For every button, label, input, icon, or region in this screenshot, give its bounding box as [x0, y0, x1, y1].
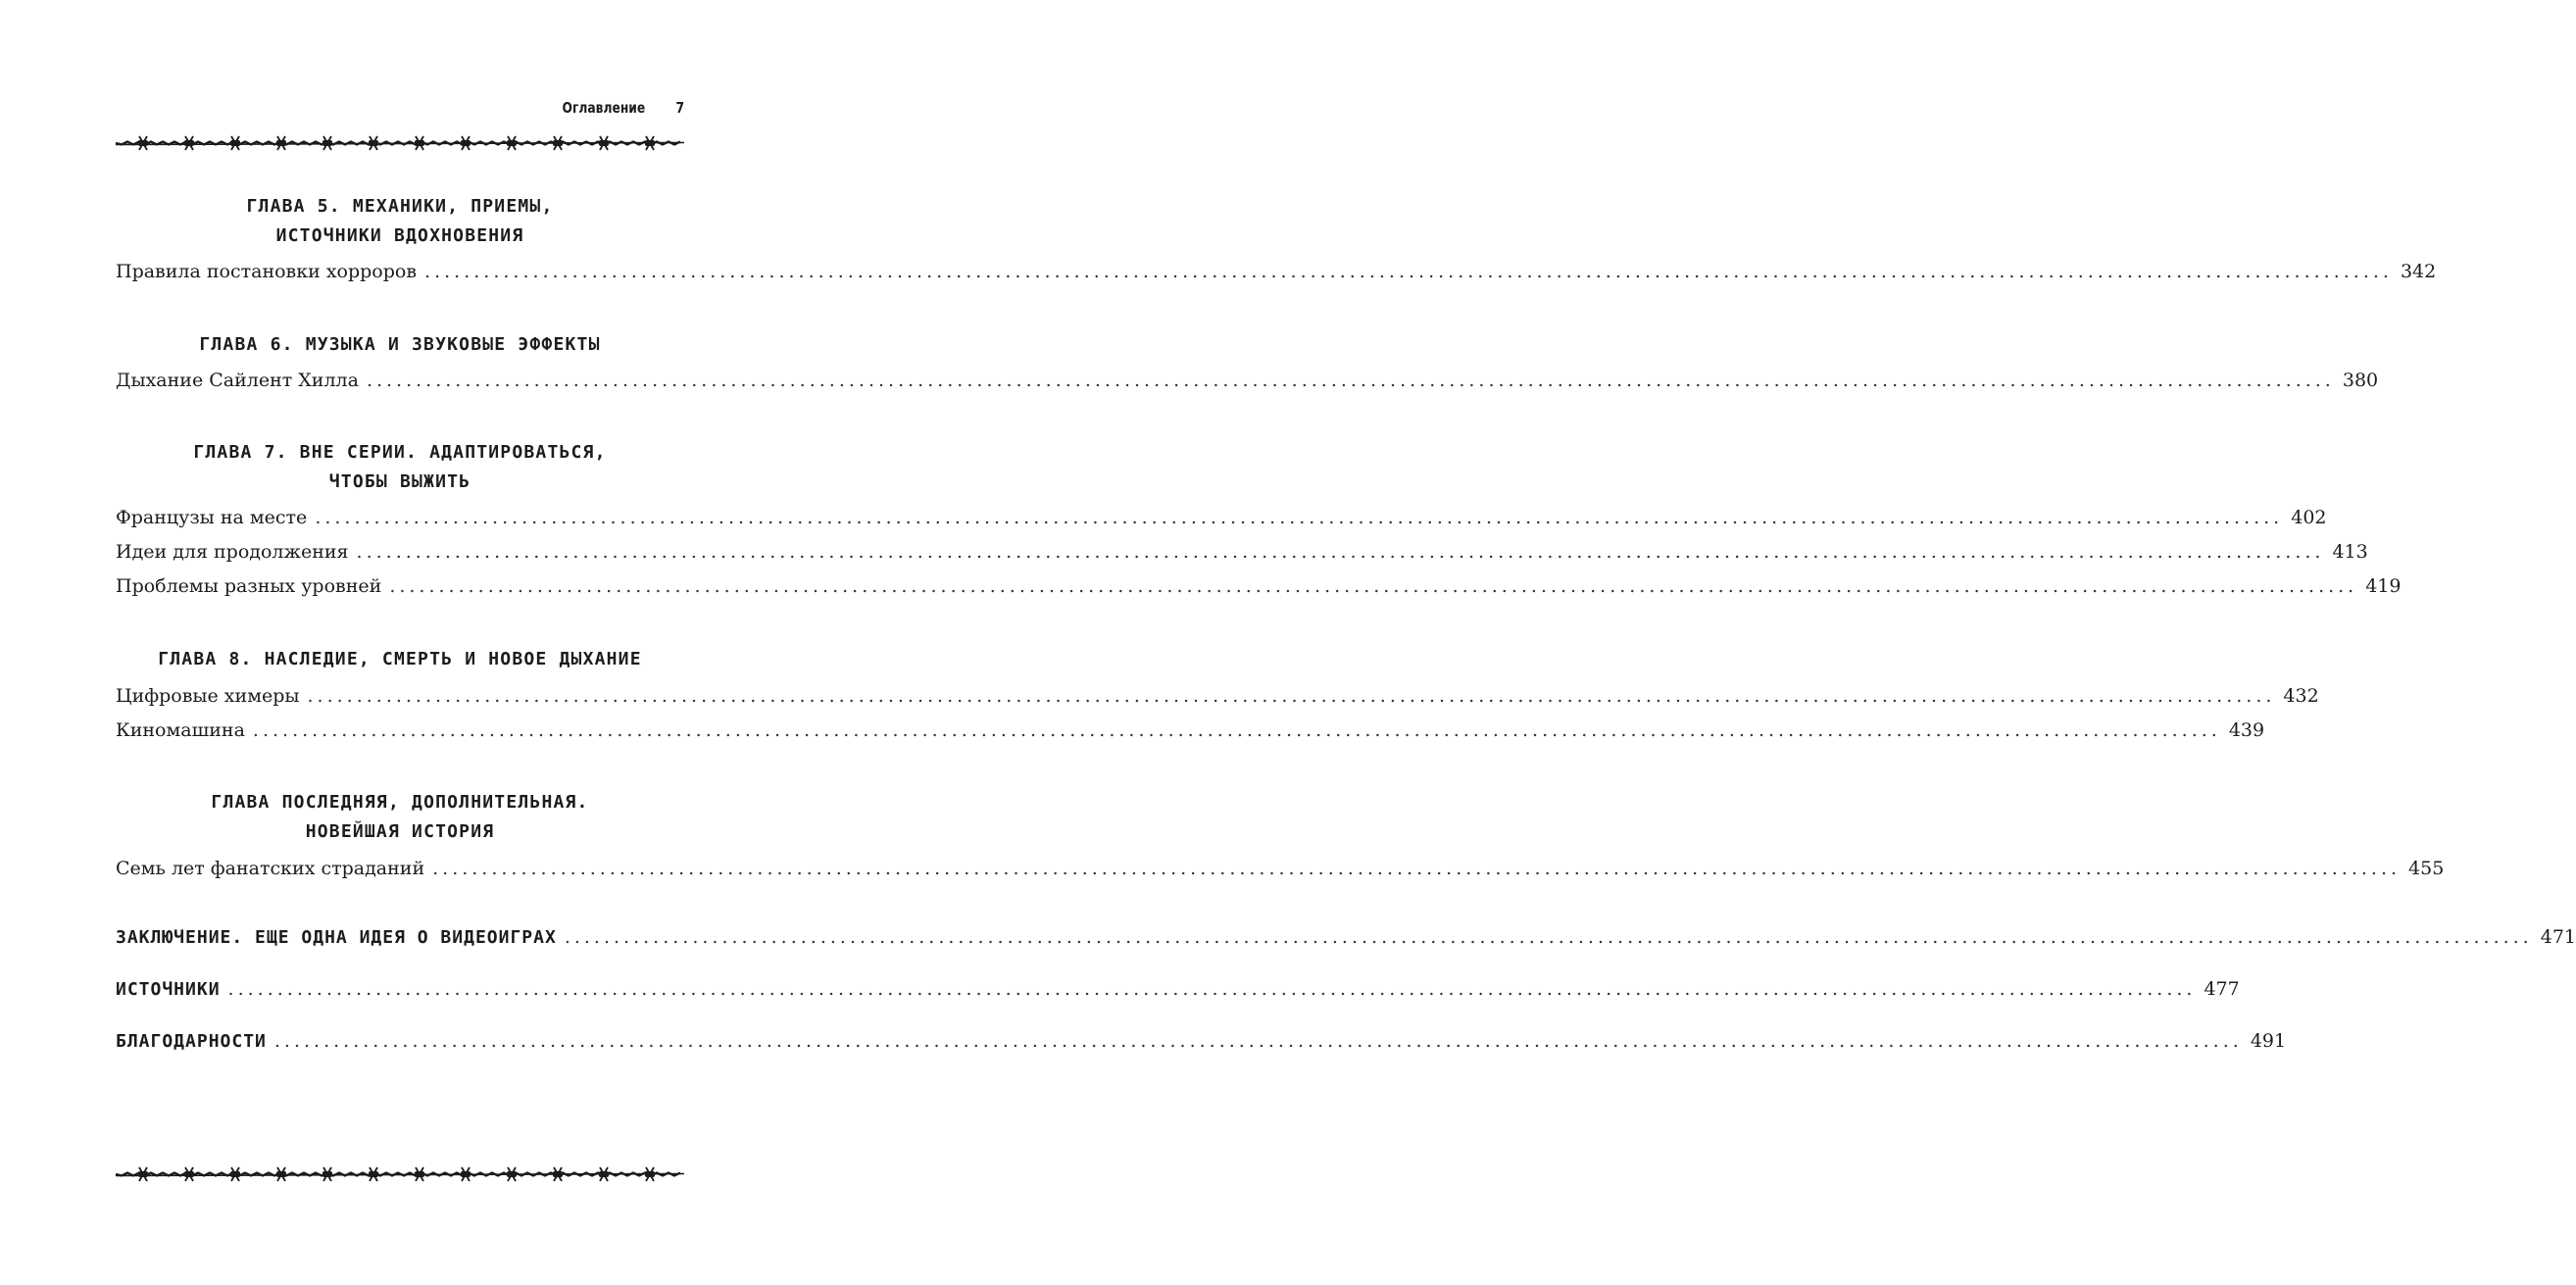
toc-section-acknowledgements[interactable] [116, 1030, 2287, 1056]
chapter-heading-line: ГЛАВА 8. НАСЛЕДИЕ, СМЕРТЬ И НОВОЕ ДЫХАНИЕ [158, 649, 642, 669]
chapter-5-heading [116, 192, 684, 251]
chapter-6-heading [116, 330, 684, 360]
toc-entry[interactable] [116, 685, 2319, 711]
toc-entry-title: Идеи для продолжения [116, 541, 349, 563]
toc-section-conclusion[interactable] [116, 926, 2576, 952]
dot-leader: ........................................................................................................................................................................................................ [227, 978, 2197, 1000]
dot-leader: ........................................................................................................................................................................................................ [252, 719, 2221, 741]
barbed-wire-divider-top [116, 133, 684, 153]
toc-section-page: 471 [2540, 926, 2576, 948]
toc-entry-title: Семь лет фанатских страданий [116, 858, 425, 879]
toc-section-page: 477 [2204, 978, 2240, 1000]
dot-leader: ........................................................................................................................................................................................................ [307, 685, 2276, 707]
dot-leader: ........................................................................................................................................................................................................ [315, 507, 2284, 528]
toc-section-sources[interactable] [116, 978, 2240, 1004]
chapter-8-heading [116, 645, 684, 674]
chapter-heading-line: ГЛАВА ПОСЛЕДНЯЯ, ДОПОЛНИТЕЛЬНАЯ. [211, 792, 589, 813]
dot-leader: ........................................................................................................................................................................................................ [356, 541, 2325, 563]
toc-entry-page: 419 [2365, 575, 2402, 597]
toc-entry-page: 432 [2283, 685, 2319, 707]
toc-entry[interactable] [116, 507, 2327, 532]
chapter-heading-line: ГЛАВА 6. МУЗЫКА И ЗВУКОВЫЕ ЭФФЕКТЫ [199, 334, 601, 355]
toc-entry-title: Цифровые химеры [116, 685, 300, 707]
chapter-heading-line: ГЛАВА 7. ВНЕ СЕРИИ. АДАПТИРОВАТЬСЯ, [193, 442, 607, 463]
toc-section-page: 491 [2250, 1030, 2287, 1052]
toc-section-title: ИСТОЧНИКИ [116, 979, 221, 1000]
toc-section-title: ЗАКЛЮЧЕНИЕ. ЕЩЕ ОДНА ИДЕЯ О ВИДЕОИГРАХ [116, 927, 557, 948]
chapter-heading-line: ИСТОЧНИКИ ВДОХНОВЕНИЯ [275, 225, 524, 246]
toc-entry-title: Дыхание Сайлент Хилла [116, 370, 359, 391]
toc-entry[interactable] [116, 858, 2445, 883]
toc-entry-title: Правила постановки хорроров [116, 261, 418, 282]
toc-entry-title: Киномашина [116, 719, 245, 741]
toc-entry-page: 380 [2342, 370, 2379, 391]
toc-entry[interactable] [116, 719, 2265, 745]
toc-entry-page: 342 [2400, 261, 2437, 282]
dot-leader: ........................................................................................................................................................................................................ [366, 370, 2335, 391]
toc-section-title: БЛАГОДАРНОСТИ [116, 1031, 267, 1052]
chapter-heading-line: НОВЕЙШАЯ ИСТОРИЯ [305, 821, 495, 842]
dot-leader: ........................................................................................................................................................................................................ [424, 261, 2393, 282]
chapter-last-heading [116, 788, 684, 847]
toc-entry-title: Проблемы разных уровней [116, 575, 382, 597]
chapter-heading-line: ЧТОБЫ ВЫЖИТЬ [328, 471, 471, 492]
toc-entry-title: Французы на месте [116, 507, 308, 528]
dot-leader: ........................................................................................................................................................................................................ [273, 1030, 2243, 1052]
running-header [218, 94, 684, 122]
toc-entry-page: 402 [2291, 507, 2327, 528]
chapter-heading-line: ГЛАВА 5. МЕХАНИКИ, ПРИЕМЫ, [246, 196, 554, 217]
toc-entry[interactable] [116, 541, 2368, 567]
toc-entry-page: 439 [2228, 719, 2265, 741]
toc-entry[interactable] [116, 370, 2379, 395]
toc-entry[interactable] [116, 261, 2437, 286]
dot-leader: ........................................................................................................................................................................................................ [432, 858, 2402, 879]
toc-entry-page: 413 [2332, 541, 2368, 563]
dot-leader: ........................................................................................................................................................................................................ [564, 926, 2533, 948]
toc-entry-page: 455 [2408, 858, 2445, 879]
running-header-title: Оглавление [562, 99, 646, 117]
barbed-wire-divider-bottom [116, 1164, 684, 1184]
dot-leader: ........................................................................................................................................................................................................ [389, 575, 2358, 597]
page-number: 7 [675, 99, 684, 117]
toc-entry[interactable] [116, 575, 2402, 601]
chapter-7-heading [116, 438, 684, 497]
